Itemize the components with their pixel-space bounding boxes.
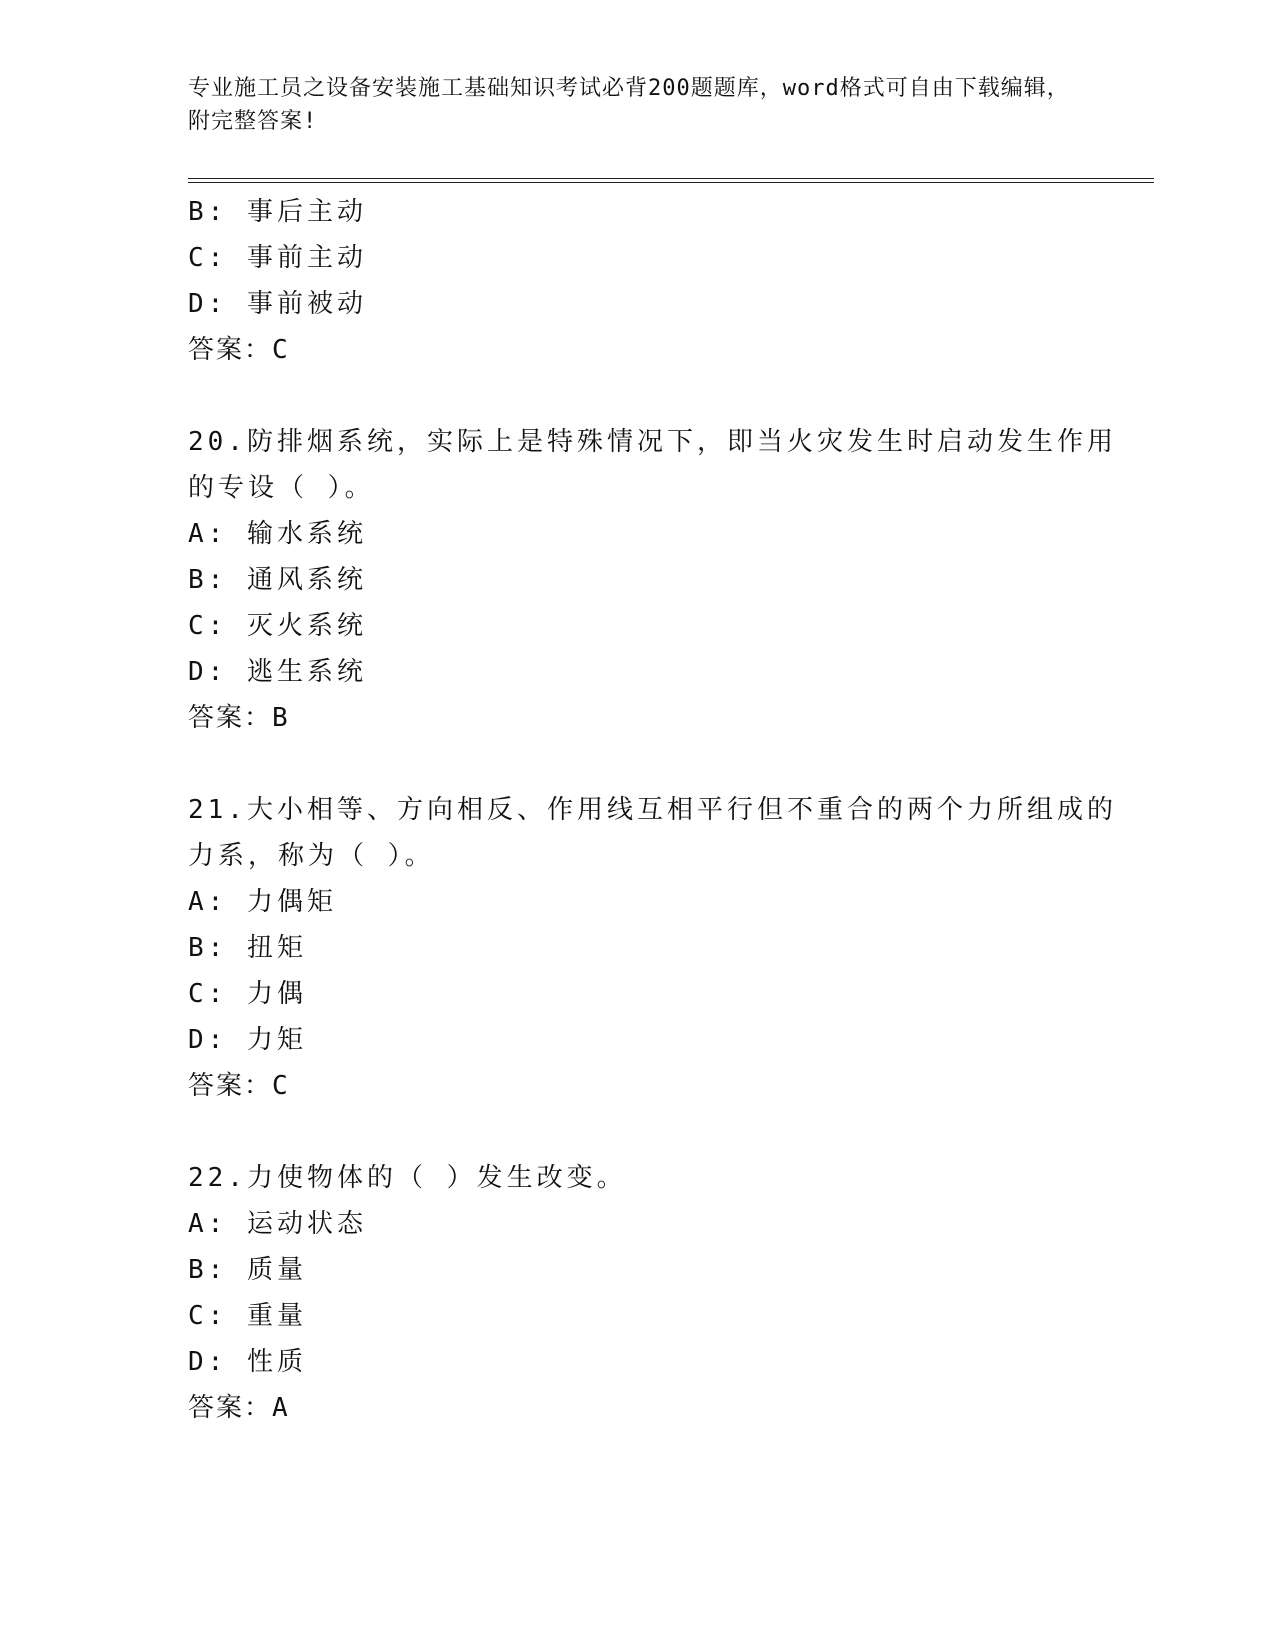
spacer [188, 741, 1088, 787]
option-c: C: 力偶 [188, 979, 307, 1009]
option-d: D: 力矩 [188, 1025, 307, 1055]
answer-line: 答案：B [188, 703, 290, 733]
question-stem-line-2: 力系，称为（ ）。 [188, 841, 435, 871]
question-list [188, 189, 1117, 1431]
option-b: B: 扭矩 [188, 933, 307, 963]
question-22 [188, 1155, 1088, 1431]
option-c: C: 灭火系统 [188, 611, 367, 641]
spacer [188, 373, 1088, 419]
question-stem-line-2: 的专设（ ）。 [188, 473, 375, 503]
answer-line: 答案：A [188, 1393, 290, 1423]
question-19-tail [188, 189, 1088, 373]
option-d: D: 性质 [188, 1347, 307, 1377]
page-header [188, 72, 1088, 138]
option-c: C: 事前主动 [188, 243, 367, 273]
option-b: B: 事后主动 [188, 197, 367, 227]
answer-line: 答案：C [188, 335, 290, 365]
option-d: D: 事前被动 [188, 289, 367, 319]
option-a: A: 输水系统 [188, 519, 367, 549]
question-stem-line-1: 20.防排烟系统，实际上是特殊情况下，即当火灾发生时启动发生作用 [188, 427, 1117, 457]
document-title: 专业施工员之设备安装施工基础知识考试必背200题题库，word格式可自由下载编辑，附完整答案! [188, 76, 1070, 134]
option-b: B: 质量 [188, 1255, 307, 1285]
question-20 [188, 419, 1117, 741]
option-a: A: 运动状态 [188, 1209, 367, 1239]
header-divider [188, 178, 1154, 183]
option-c: C: 重量 [188, 1301, 307, 1331]
question-stem-line-1: 21.大小相等、方向相反、作用线互相平行但不重合的两个力所组成的 [188, 795, 1117, 825]
spacer [188, 1109, 1088, 1155]
option-b: B: 通风系统 [188, 565, 367, 595]
option-d: D: 逃生系统 [188, 657, 367, 687]
question-stem-line-1: 22.力使物体的（ ）发生改变。 [188, 1163, 627, 1193]
answer-line: 答案：C [188, 1071, 290, 1101]
option-a: A: 力偶矩 [188, 887, 337, 917]
question-21 [188, 787, 1117, 1109]
